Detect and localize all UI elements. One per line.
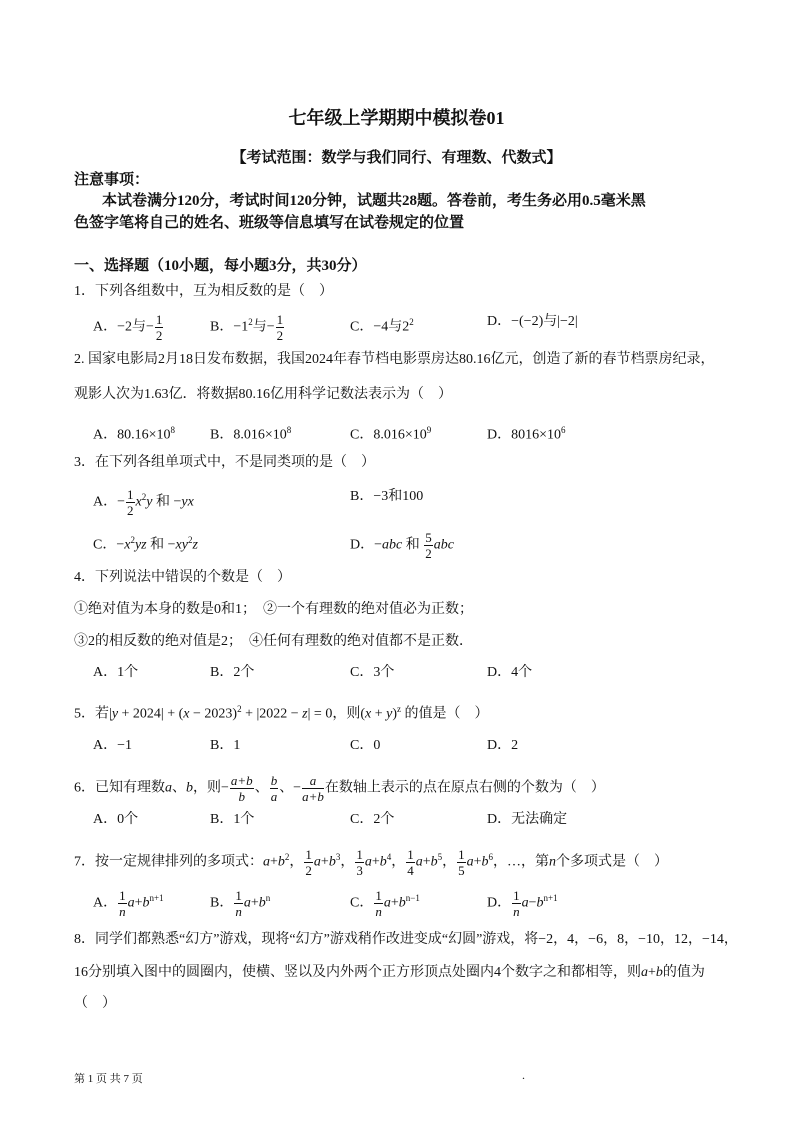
- fraction: $\frac{a}{a+b}$: [302, 773, 324, 804]
- page-title: 七年级上学期期中模拟卷01: [288, 108, 505, 128]
- exam-scope: 【考试范围：数学与我们同行、有理数、代数式】: [231, 150, 562, 166]
- question-stem: 3．在下列各组单项式中，不是同类项的是（ ）: [74, 455, 375, 470]
- answer-option-a: A．0个: [93, 812, 139, 827]
- footer-dot: .: [522, 1068, 525, 1082]
- answer-option-a: A．− $\frac{1}{2}$ $x^2y$ 和 −yx: [93, 487, 194, 518]
- question-stem: 7．按一定规律排列的多项式：$a+b^2$， $\frac{1}{2}$ $a+b^3$， $\frac{1}{3}$ $a+b^4$， $\frac{1}{4}$ $a+b^5$， $\frac{1}{5}$ $a+b^6$，…，第n个多项式是（ ）: [74, 847, 669, 878]
- fraction: $\frac{1}{4}$: [407, 847, 414, 878]
- answer-option-b: B．−3和100: [350, 489, 424, 504]
- question-stem: 6．已知有理数a、b，则− $\frac{a+b}{b}$ 、 $\frac{b}{a}$ 、− $\frac{a}{a+b}$ 在数轴上表示的点在原点右侧的个数为（ ）: [74, 773, 605, 804]
- question-stem: 1．下列各组数中，互为相反数的是（ ）: [74, 284, 333, 299]
- answer-option-b: B．$8.016\times 10^8$: [210, 425, 292, 443]
- fraction: $\frac{1}{5}$: [458, 847, 465, 878]
- answer-option-a: A．−2与− $\frac{1}{2}$: [93, 312, 163, 343]
- fraction: $\frac{1}{3}$: [356, 847, 363, 878]
- notice-label: 注意事项：: [74, 172, 150, 188]
- answer-option-d: D．−abc 和 $\frac{5}{2}$ abc: [350, 530, 454, 561]
- fraction: $\frac{1}{2}$: [155, 312, 163, 343]
- answer-option-b: B．$-1^2$与− $\frac{1}{2}$: [210, 312, 284, 343]
- answer-option-b: B．1: [210, 738, 241, 753]
- fraction: $\frac{b}{a}$: [270, 773, 278, 804]
- fraction: $\frac{1}{2}$: [305, 847, 312, 878]
- question-text: （ ）: [74, 996, 116, 1011]
- fraction: $\frac{1}{2}$: [276, 312, 284, 343]
- question-text: ①绝对值为本身的数是0和1； ②一个有理数的绝对值必为正数；: [74, 602, 473, 617]
- answer-option-c: C．2个: [350, 812, 395, 827]
- answer-option-b: B． $\frac{1}{n}$ $a+b^n$: [210, 888, 271, 919]
- answer-option-c: C．0: [350, 738, 381, 753]
- answer-option-d: D． $\frac{1}{n}$ $a-b^{n+1}$: [487, 888, 558, 919]
- question-text: ③2的相反数的绝对值是2； ④任何有理数的绝对值都不是正数．: [74, 634, 473, 649]
- answer-option-c: C．$-x^2yz$ 和 $-xy^2z$: [93, 535, 198, 553]
- fraction: $\frac{1}{n}$: [119, 888, 126, 919]
- answer-option-a: A． $\frac{1}{n}$ $a+b^{n+1}$: [93, 888, 164, 919]
- answer-option-c: C．$8.016\times 10^9$: [350, 425, 432, 443]
- fraction: $\frac{1}{n}$: [513, 888, 520, 919]
- answer-option-b: B．1个: [210, 812, 255, 827]
- answer-option-a: A．$80.16\times 10^8$: [93, 425, 176, 443]
- fraction: $\frac{1}{2}$: [127, 487, 134, 518]
- fraction: $\frac{1}{n}$: [375, 888, 382, 919]
- answer-option-c: C．3个: [350, 665, 395, 680]
- question-stem: 8．同学们都熟悉“幻方”游戏，现将“幻方”游戏稍作改进变成“幻圆”游戏，将−2，4，−6，8，−10，12，−14，: [74, 932, 738, 947]
- fraction: $\frac{1}{n}$: [235, 888, 242, 919]
- question-text: 16分别填入图中的圆圈内，使横、竖以及内外两个正方形顶点处圈内4个数字之和都相等，则a+b的值为: [74, 965, 705, 980]
- notice-text: 本试卷满分120分，考试时间120分钟，试题共28题。答卷前，考生务必用0.5毫米黑: [102, 193, 646, 209]
- answer-option-a: A．−1: [93, 738, 133, 753]
- answer-option-a: A．1个: [93, 665, 139, 680]
- answer-option-d: D．2: [487, 738, 519, 753]
- answer-option-c: C． $\frac{1}{n}$ $a+b^{n-1}$: [350, 888, 420, 919]
- question-stem: 2. 国家电影局2月18日发布数据，我国2024年春节档电影票房达80.16亿元，创造了新的春节档票房纪录，: [74, 352, 715, 367]
- section-heading: 一、选择题（10小题，每小题3分，共30分）: [74, 258, 367, 274]
- fraction: $\frac{a+b}{b}$: [230, 773, 253, 804]
- answer-option-b: B．2个: [210, 665, 255, 680]
- notice-text: 色签字笔将自己的姓名、班级等信息填写在试卷规定的位置: [74, 215, 465, 231]
- question-stem: 4．下列说法中错误的个数是（ ）: [74, 570, 291, 585]
- question-stem: 5．若$|y + 2024| + (x - 2023)^2 + |2022 - z| = 0$，则$(x + y)^z$ 的值是（ ）: [74, 704, 489, 722]
- page-number: 第 1 页 共 7 页: [74, 1073, 143, 1085]
- answer-option-d: D．−(−2)与|−2|: [487, 314, 578, 329]
- question-text: 观影人次为1.63亿．将数据80.16亿用科学记数法表示为（ ）: [74, 387, 452, 402]
- answer-option-d: D．$8016\times 10^6$: [487, 425, 566, 443]
- fraction: $\frac{5}{2}$: [425, 530, 432, 561]
- answer-option-d: D．4个: [487, 665, 533, 680]
- answer-option-c: C．−4与$2^2$: [350, 317, 414, 335]
- answer-option-d: D．无法确定: [487, 812, 568, 827]
